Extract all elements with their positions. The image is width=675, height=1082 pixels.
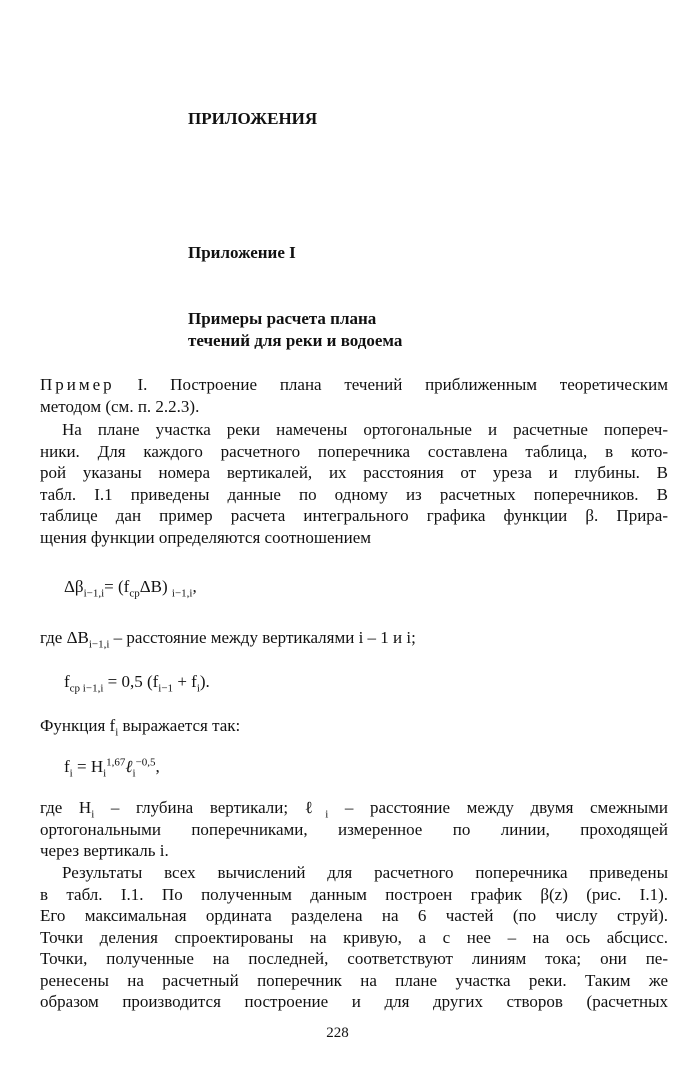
formula-2-sub-1: i−1 bbox=[158, 682, 174, 695]
paragraph-2 bbox=[40, 862, 668, 1013]
where-h-i bbox=[40, 797, 668, 862]
formula-1-tail: , bbox=[192, 577, 197, 596]
where-2-line-1 bbox=[40, 797, 668, 819]
appendix-label: Приложение I bbox=[188, 243, 296, 262]
where-2-b: – глубина вертикали; ℓ bbox=[94, 798, 326, 817]
formula-3-f-sub: i bbox=[69, 767, 73, 780]
function-line-text: выражается так: bbox=[118, 716, 241, 735]
paragraph-1-line: щения функции определяются соотношением bbox=[40, 527, 372, 547]
formula-2-eq: = 0,5 (f bbox=[103, 672, 159, 691]
paragraph-2-line: Результаты всех вычислений для расчетного поперечника приведены bbox=[62, 863, 668, 882]
where-1-sub: i−1,i bbox=[88, 638, 110, 651]
paragraph-1-line: табл. I.1 приведены данные по одному из расчетных поперечников. В bbox=[40, 484, 668, 504]
formula-f-i bbox=[64, 756, 160, 780]
where-2-a-sub: i bbox=[91, 808, 95, 821]
paragraph-2-line: ренесены на расчетный поперечник на плане участка реки. Таким же bbox=[40, 970, 668, 990]
where-1-prefix: где ΔB bbox=[40, 628, 89, 647]
formula-3-eq: = H bbox=[72, 757, 104, 776]
page-number: 228 bbox=[326, 1025, 349, 1041]
examples-title bbox=[188, 308, 402, 352]
formula-3-tail: , bbox=[155, 757, 160, 776]
example-1-line-1 bbox=[40, 374, 668, 396]
where-2-line-3: через вертикаль i. bbox=[40, 841, 169, 860]
formula-3-h-sub: i bbox=[103, 767, 107, 780]
example-1-line-2: методом (см. п. 2.2.3). bbox=[40, 396, 200, 416]
formula-3-l-sup: −0,5 bbox=[135, 756, 156, 769]
formula-1-f-sub: cp bbox=[129, 587, 140, 600]
paragraph-2-line: в табл. I.1. По полученным данным построен график β(z) (рис. I.1). bbox=[40, 884, 668, 904]
formula-2-plus: + f bbox=[173, 672, 197, 691]
paragraph-2-line: Его максимальная ордината разделена на 6 частей (по числу струй). bbox=[40, 906, 668, 925]
paragraph-1 bbox=[40, 419, 668, 548]
example-number: I. bbox=[137, 375, 148, 394]
paragraph-2-line: Точки деления спроектированы на кривую, а с нее – на ось абсцисс. bbox=[40, 927, 668, 947]
example-1-intro bbox=[40, 374, 668, 417]
where-2-c: – расстояние между двумя смежными bbox=[328, 798, 668, 817]
examples-title-line-1: Примеры расчета плана bbox=[188, 309, 377, 328]
paragraph-1-line: ники. Для каждого расчетного поперечника составлена таблица, в кото- bbox=[40, 441, 668, 461]
formula-3-f: f bbox=[64, 757, 70, 776]
function-line-sub: i bbox=[115, 726, 119, 739]
formula-f-cp bbox=[64, 672, 210, 695]
where-2-b-sub: i bbox=[325, 808, 329, 821]
formula-1-lhs-sub: i−1,i bbox=[83, 587, 105, 600]
where-2-line-2: ортогональными поперечниками, измеренное по линии, проходящей bbox=[40, 819, 668, 839]
function-f-line bbox=[40, 716, 241, 739]
formula-2-f-sub: cp i−1,i bbox=[69, 682, 104, 695]
formula-2-tail: ). bbox=[199, 672, 210, 691]
appendices-title: ПРИЛОЖЕНИЯ bbox=[188, 109, 318, 128]
formula-1-rhs-sub: i−1,i bbox=[171, 587, 193, 600]
formula-2-f: f bbox=[64, 672, 70, 691]
paragraph-2-line: Точки, полученные на последней, соответствуют линиям тока; они пе- bbox=[40, 949, 668, 968]
examples-title-line-2: течений для реки и водоема bbox=[188, 331, 403, 350]
where-delta-b bbox=[40, 628, 416, 651]
formula-1-f: (f bbox=[118, 577, 130, 596]
formula-1-db: ΔB) bbox=[139, 577, 168, 596]
paragraph-1-line: На плане участка реки намечены ортогональные и расчетные попереч- bbox=[62, 420, 668, 439]
formula-3-l-sub: i bbox=[132, 767, 136, 780]
formula-delta-beta bbox=[64, 577, 197, 600]
formula-1-eq: = bbox=[104, 577, 114, 596]
example-1-text-1: Построение плана течений приближенным теоретическим bbox=[170, 375, 669, 394]
formula-1-lhs: Δβ bbox=[64, 577, 84, 596]
formula-3-h-sup: 1,67 bbox=[106, 756, 126, 769]
paragraph-1-line: рой указаны номера вертикалей, их расстояния от уреза и глубины. В bbox=[40, 463, 668, 482]
paragraph-1-line: таблице дан пример расчета интегрального графика функции β. Прира- bbox=[40, 506, 668, 525]
formula-2-sub-2: i bbox=[196, 682, 200, 695]
formula-3-l: ℓ bbox=[125, 757, 133, 776]
function-line-prefix: Функция f bbox=[40, 716, 116, 735]
where-2-a: где H bbox=[40, 798, 92, 817]
example-label: Пример bbox=[40, 375, 115, 394]
where-1-text: – расстояние между вертикалями i – 1 и i; bbox=[109, 628, 416, 647]
paragraph-2-line: образом производится построение и для других створов (расчетных bbox=[40, 992, 668, 1011]
